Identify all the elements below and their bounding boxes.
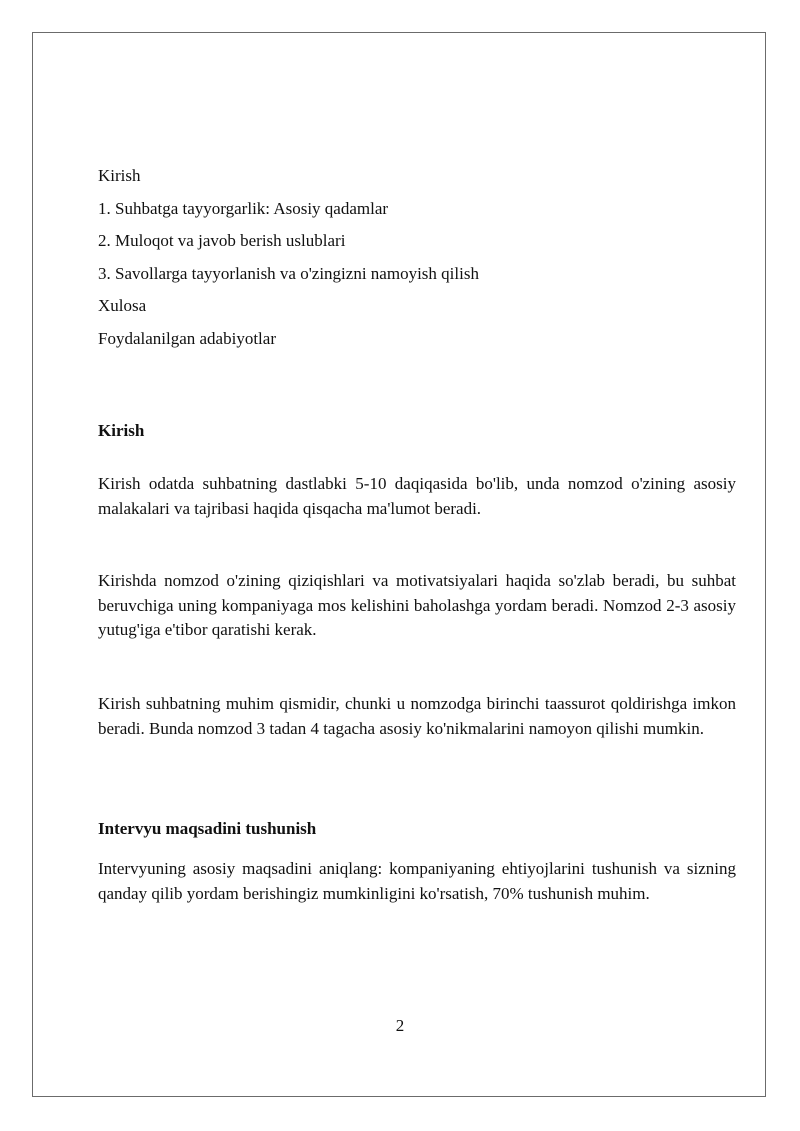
document-page xyxy=(32,32,766,1097)
toc-item: 1. Suhbatga tayyorgarlik: Asosiy qadamlar xyxy=(98,198,389,218)
section-heading-intro: Kirish xyxy=(98,421,145,440)
paragraph: Kirishda nomzod o'zining qiziqishlari va motivatsiyalari haqida so'zlab beradi, bu suhbat beruvchiga uning kompaniyaga mos kelishini baholashga yordam beradi. Nomzod 2-3 asosiy yutug'iga e'tibor qaratishi kerak. xyxy=(98,571,736,639)
toc-item: Foydalanilgan adabiyotlar xyxy=(98,328,276,348)
table-of-contents xyxy=(98,160,736,355)
toc-item: Kirish xyxy=(98,166,141,185)
section-heading-purpose: Intervyu maqsadini tushunish xyxy=(98,819,317,838)
paragraph: Intervyuning asosiy maqsadini aniqlang: kompaniyaning ehtiyojlarini tushunish va sizning qanday qilib yordam berishingiz mumkinligini ko'rsatish, 70% tushunish muhim. xyxy=(98,859,736,903)
toc-item: Xulosa xyxy=(98,296,147,315)
toc-item: 2. Muloqot va javob berish uslublari xyxy=(98,231,346,250)
page-number: 2 xyxy=(395,1016,405,1035)
toc-item: 3. Savollarga tayyorlanish va o'zingizni namoyish qilish xyxy=(98,263,479,283)
paragraph: Kirish suhbatning muhim qismidir, chunki u nomzodga birinchi taassurot qoldirishga imkon beradi. Bunda nomzod 3 tadan 4 tagacha asosiy ko'nikmalarini namoyon qilishi mumkin. xyxy=(98,694,736,738)
paragraph: Kirish odatda suhbatning dastlabki 5-10 daqiqasida bo'lib, unda nomzod o'zining asosiy malakalari va tajribasi haqida qisqacha ma'lumot beradi. xyxy=(98,474,736,518)
